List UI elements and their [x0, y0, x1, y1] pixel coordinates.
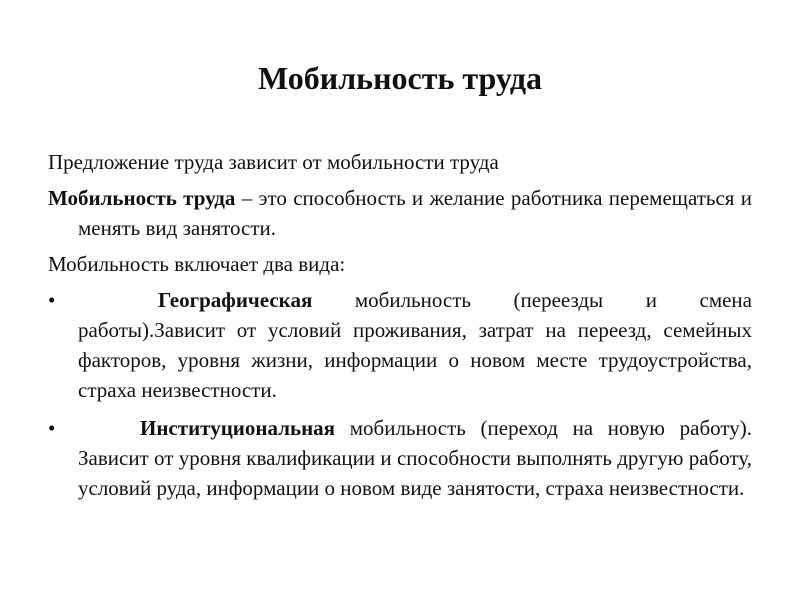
supply-statement: Предложение труда зависит от мобильности труда: [48, 150, 499, 174]
list-item-geographic: [48, 285, 752, 405]
slide-title: Мобильность труда: [257, 60, 543, 96]
bullet-icon: •: [48, 288, 56, 312]
list-item-institutional: [48, 413, 752, 503]
list-item-description: мобильность (переход на новую работу). Зависит от уровня квалификации и способности выполнять другую работу, условий руда, информации о новом виде занятости, страха неизвестности.: [78, 416, 752, 500]
list-item-term: Институциональная: [140, 416, 336, 440]
definition-paragraph: [48, 183, 752, 243]
slide-body: [48, 147, 752, 511]
list-item-text: [78, 285, 752, 405]
list-item-description: мобильность (переезды и смена работы).Зависит от условий проживания, затрат на переезд, семейных факторов, уровня жизни, информации о новом месте трудоустройства, страха неизвестности.: [78, 288, 752, 402]
list-item-text: [78, 413, 752, 503]
list-item-term: Географическая: [158, 288, 313, 312]
bullet-icon: •: [48, 416, 56, 440]
definition-text: – это способность и желание работника перемещаться и менять вид занятости.: [78, 186, 752, 240]
types-intro: Мобильность включает два вида:: [48, 252, 346, 276]
definition-term: Мобильность труда: [48, 186, 236, 210]
